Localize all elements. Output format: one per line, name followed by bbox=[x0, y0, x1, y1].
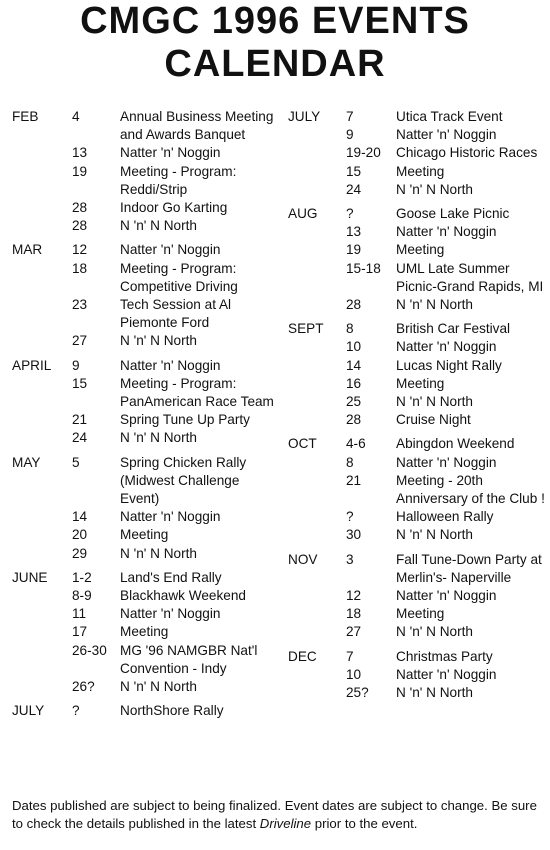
event-name: Meeting bbox=[120, 527, 169, 543]
event-date: ? bbox=[72, 703, 80, 719]
event-date: 8 bbox=[346, 321, 354, 337]
month-name: OCT bbox=[288, 436, 317, 452]
event-name: Natter 'n' Noggin bbox=[396, 224, 497, 240]
title-line-1: CMGC 1996 EVENTS bbox=[80, 0, 470, 42]
event-date: 24 bbox=[72, 430, 88, 446]
event-name: N 'n' N North bbox=[120, 430, 197, 446]
event-name: Abingdon Weekend bbox=[396, 436, 515, 452]
event-name: N 'n' N North bbox=[396, 685, 473, 701]
event-date: 28 bbox=[72, 200, 88, 216]
event-date: 19-20 bbox=[346, 145, 381, 161]
event-name: Indoor Go Karting bbox=[120, 200, 228, 216]
event-date: 18 bbox=[346, 606, 362, 622]
event-date: 13 bbox=[72, 145, 88, 161]
month-name: DEC bbox=[288, 648, 317, 664]
event-date: 25 bbox=[346, 394, 362, 410]
event-name: Meeting - Program: Reddi/Strip bbox=[120, 163, 237, 197]
event-date: 18 bbox=[72, 260, 88, 276]
event-date: 26-30 bbox=[72, 642, 107, 658]
event-date: ? bbox=[346, 509, 354, 525]
event-name: Lucas Night Rally bbox=[396, 357, 502, 373]
event-date: 8 bbox=[346, 454, 354, 470]
event-name: Meeting bbox=[396, 242, 445, 258]
month-name: NOV bbox=[288, 551, 318, 567]
event-name: Meeting - 20th Anniversary of the Club ! bbox=[396, 472, 545, 507]
month-name: FEB bbox=[12, 109, 39, 124]
event-date: 16 bbox=[346, 375, 362, 391]
month-block-sept bbox=[288, 320, 546, 435]
event-name: N 'n' N North bbox=[396, 181, 473, 197]
event-date: 21 bbox=[72, 412, 88, 428]
month-block-oct bbox=[288, 435, 546, 550]
event-date: 15-18 bbox=[346, 260, 381, 276]
event-name: Natter 'n' Noggin bbox=[120, 606, 221, 622]
event-name: Meeting bbox=[396, 375, 445, 391]
event-date: 3 bbox=[346, 551, 354, 567]
event-name: N 'n' N North bbox=[396, 624, 473, 640]
event-name: Meeting bbox=[396, 606, 445, 622]
event-name: Cruise Night bbox=[396, 412, 471, 428]
event-date: 25? bbox=[346, 685, 369, 701]
month-block-july bbox=[12, 702, 280, 726]
event-date: 4 bbox=[72, 109, 80, 124]
month-block-may bbox=[12, 454, 280, 569]
event-date: 4-6 bbox=[346, 436, 366, 452]
month-name: JUNE bbox=[12, 569, 48, 585]
event-date: 17 bbox=[72, 624, 88, 640]
month-block-june bbox=[12, 569, 280, 702]
event-date: 26? bbox=[72, 679, 95, 695]
event-name: Blackhawk Weekend bbox=[120, 588, 246, 604]
event-name: Chicago Historic Races bbox=[396, 145, 538, 161]
event-name: N 'n' N North bbox=[120, 545, 197, 561]
event-name: Natter 'n' Noggin bbox=[396, 454, 497, 470]
event-date: 28 bbox=[346, 297, 362, 313]
event-name: N 'n' N North bbox=[396, 394, 473, 410]
event-name: Utica Track Event bbox=[396, 109, 503, 124]
month-name: JULY bbox=[12, 703, 45, 719]
event-name: NorthShore Rally bbox=[120, 703, 224, 719]
event-date: 9 bbox=[346, 127, 354, 143]
event-name: N 'n' N North bbox=[396, 527, 473, 543]
event-name: MG '96 NAMGBR Nat'l Convention - Indy bbox=[120, 642, 258, 676]
event-name: Meeting - Program: PanAmerican Race Team bbox=[120, 375, 274, 410]
month-name: MAR bbox=[12, 242, 43, 258]
event-name: Spring Tune Up Party bbox=[120, 412, 250, 428]
footnote-text-end: prior to the event. bbox=[311, 816, 418, 831]
event-date: 5 bbox=[72, 454, 80, 470]
event-name: N 'n' N North bbox=[396, 297, 473, 313]
event-name: N 'n' N North bbox=[120, 333, 197, 349]
event-date: 24 bbox=[346, 181, 362, 197]
event-name: Annual Business Meeting and Awards Banquet bbox=[120, 109, 274, 143]
month-block-dec bbox=[288, 648, 546, 709]
event-date: 13 bbox=[346, 224, 362, 240]
event-name: Goose Lake Picnic bbox=[396, 206, 510, 222]
event-date: 21 bbox=[346, 472, 362, 488]
event-name: British Car Festival bbox=[396, 321, 511, 337]
event-date: ? bbox=[346, 206, 354, 222]
event-name: Tech Session at Al Piemonte Ford bbox=[120, 297, 232, 331]
event-date: 7 bbox=[346, 109, 354, 124]
event-date: 28 bbox=[72, 218, 88, 234]
event-date: 27 bbox=[346, 624, 362, 640]
event-date: 27 bbox=[72, 333, 88, 349]
event-date: 14 bbox=[72, 509, 88, 525]
event-name: Natter 'n' Noggin bbox=[396, 127, 497, 143]
event-name: Natter 'n' Noggin bbox=[396, 666, 497, 682]
event-name: UML Late Summer Picnic-Grand Rapids, MI bbox=[396, 260, 544, 294]
event-name: Natter 'n' Noggin bbox=[120, 357, 221, 373]
event-date: 8-9 bbox=[72, 588, 92, 604]
event-name: Natter 'n' Noggin bbox=[396, 339, 497, 355]
month-name: JULY bbox=[288, 109, 321, 124]
event-name: Natter 'n' Noggin bbox=[120, 509, 221, 525]
event-date: 15 bbox=[346, 163, 362, 179]
event-date: 7 bbox=[346, 648, 354, 664]
left-events-column bbox=[12, 108, 280, 727]
month-block-feb bbox=[12, 108, 280, 241]
event-name: Fall Tune-Down Party at Merlin's- Naperville bbox=[396, 551, 542, 585]
event-date: 9 bbox=[72, 357, 80, 373]
event-name: Natter 'n' Noggin bbox=[120, 145, 221, 161]
footnote-text: Dates published are subject to being finalized. Event dates are subject to change. Be sure to check the details published in the latest bbox=[12, 798, 537, 831]
calendar-title bbox=[0, 0, 550, 86]
event-name: Natter 'n' Noggin bbox=[396, 588, 497, 604]
event-name: N 'n' N North bbox=[120, 679, 197, 695]
month-name: MAY bbox=[12, 454, 41, 470]
event-date: 20 bbox=[72, 527, 88, 543]
title-line-2: CALENDAR bbox=[164, 43, 386, 85]
event-date: 19 bbox=[346, 242, 362, 258]
event-date: 29 bbox=[72, 545, 88, 561]
right-events-column bbox=[288, 108, 546, 708]
event-date: 23 bbox=[72, 297, 88, 313]
event-date: 15 bbox=[72, 375, 88, 391]
event-date: 12 bbox=[346, 588, 362, 604]
event-date: 10 bbox=[346, 339, 362, 355]
event-name: N 'n' N North bbox=[120, 218, 197, 234]
event-date: 14 bbox=[346, 357, 362, 373]
footnote-publication-name: Driveline bbox=[259, 816, 312, 831]
event-date: 1-2 bbox=[72, 569, 92, 585]
event-name: Spring Chicken Rally (Midwest Challenge Event) bbox=[120, 454, 247, 507]
month-block-july bbox=[288, 108, 546, 205]
event-date: 30 bbox=[346, 527, 362, 543]
event-date: 11 bbox=[72, 606, 87, 622]
month-block-mar bbox=[12, 241, 280, 356]
month-block-april bbox=[12, 357, 280, 454]
event-name: Meeting - Program: Competitive Driving bbox=[120, 260, 238, 294]
event-date: 28 bbox=[346, 412, 362, 428]
month-name: AUG bbox=[288, 206, 318, 222]
event-date: 19 bbox=[72, 163, 88, 179]
event-name: Meeting bbox=[120, 624, 169, 640]
month-name: SEPT bbox=[288, 321, 324, 337]
month-block-nov bbox=[288, 551, 546, 648]
footnote bbox=[12, 797, 542, 833]
month-name: APRIL bbox=[12, 357, 52, 373]
event-name: Meeting bbox=[396, 163, 445, 179]
event-name: Christmas Party bbox=[396, 648, 493, 664]
event-date: 12 bbox=[72, 242, 88, 258]
event-name: Land's End Rally bbox=[120, 569, 222, 585]
month-block-aug bbox=[288, 205, 546, 320]
event-name: Natter 'n' Noggin bbox=[120, 242, 221, 258]
event-date: 10 bbox=[346, 666, 362, 682]
event-name: Halloween Rally bbox=[396, 509, 494, 525]
